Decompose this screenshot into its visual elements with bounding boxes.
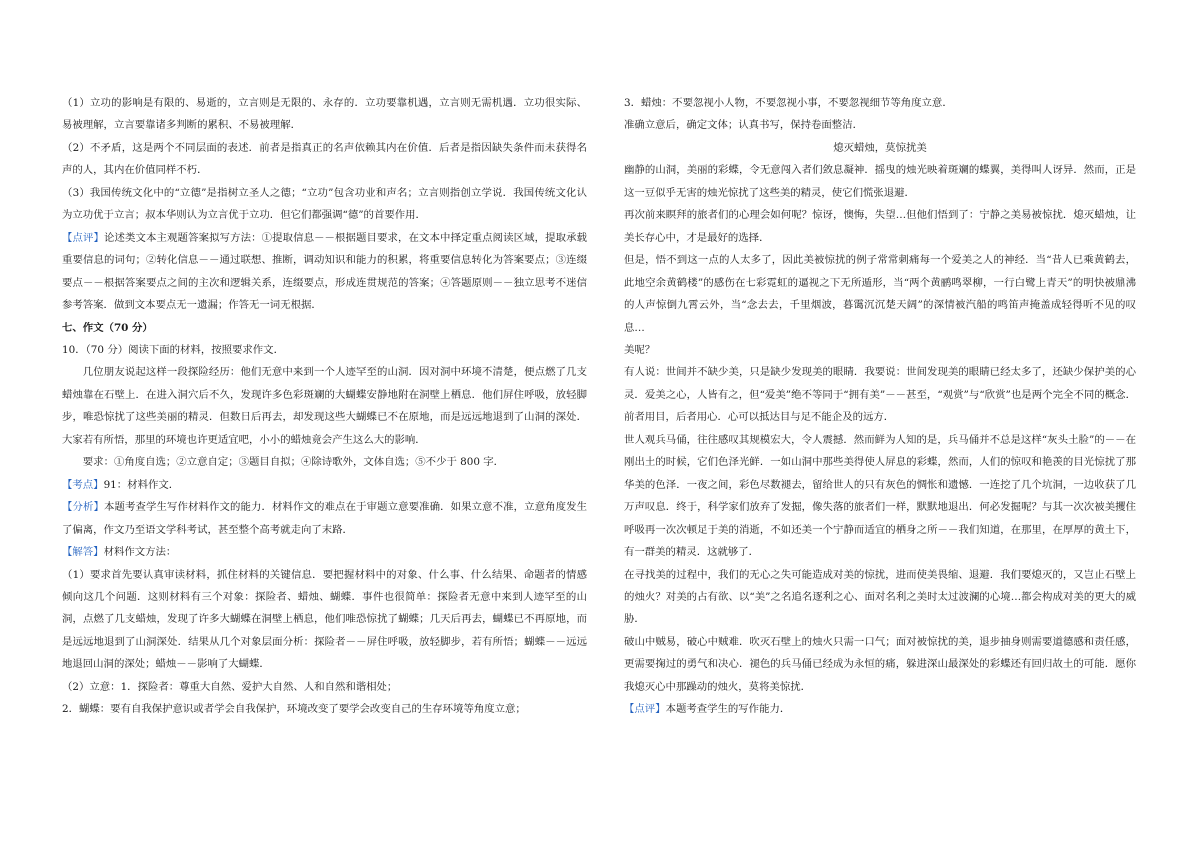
answer-paragraph-3: （3）我国传统文化中的“立德”是指树立圣人之德；“立功”包含功业和声名；立言则指创立学说．我国传统文化认为立功优于立言；叔本华则认为立言优于立功．但它们都强调“德”的首要作用． <box>62 186 587 222</box>
solution-summary: 准确立意后，确定文体；认真书写，保持卷面整洁． <box>624 119 863 132</box>
solution-step-2: （2）立意：1．探险者：尊重大自然、爱护大自然、人和自然和谐相处； <box>62 680 398 693</box>
essay-paragraph-4: 美呢？ <box>624 343 656 356</box>
left-column <box>62 92 587 721</box>
final-comment-text: 本题考查学生的写作能力． <box>665 703 791 716</box>
essay-title: 熄灭蜡烛，莫惊扰美 <box>833 141 927 154</box>
final-comment-paragraph <box>624 698 1136 720</box>
essay-requirements: 要求：①角度自选；②立意自定；③题目自拟；④除诗歌外，文体自选；⑤不少于 800 字． <box>82 456 505 469</box>
section-heading-essay: 七、作文（70 分） <box>62 321 153 334</box>
final-comment-tag: 【点评】 <box>624 703 666 716</box>
kaodian-paragraph <box>62 474 587 496</box>
solution-step-1: （1）要求首先要认真审读材料，抓住材料的关键信息．要把握材料中的对象、什么事、什么结果、命题者的情感倾向这几个问题．这则材料有三个对象：探险者、蜡烛、蝴蝶．事件也很简单：探险者无意中来到人迹罕至的山洞，点燃了几支蜡烛，发现了许多大蝴蝶在洞壁上栖息，他们唯恐惊扰了蝴蝶；几天后再去，蝴蝶已不再原地，而是远远地退到了山洞深处．结果从几个对象层面分析：探险者－－屏住呼吸，放轻脚步，若有所悟；蝴蝶－－远远地退回山洞的深处；蜡烛－－影响了大蝴蝶． <box>62 568 587 671</box>
right-column <box>624 92 1136 721</box>
kaodian-tag: 【考点】 <box>62 478 104 491</box>
essay-paragraph-5: 有人说：世间并不缺少美，只是缺少发现美的眼睛．我要说：世间发现美的眼睛已经太多了，还缺少保护美的心灵．爱美之心，人皆有之，但“爱美”绝不等同于“拥有美”－－甚至，“观赏”与“欣赏”也是两个完全不同的概念．前者用目，后者用心．心可以抵达目与足不能企及的远方． <box>624 366 1136 424</box>
solution-step-2-butterfly: 2．蝴蝶：要有自我保护意识或者学会自我保护，环境改变了要学会改变自己的生存环境等角度立意； <box>62 703 526 716</box>
comment-paragraph <box>62 227 587 317</box>
analysis-tag: 【分析】 <box>62 501 105 514</box>
essay-paragraph-6: 世人观兵马俑，往往感叹其规模宏大，令人震撼．然而鲜为人知的是，兵马俑并不总是这样“灰头土脸”的－－在刚出土的时候，它们色泽光鲜．一如山洞中那些美得使人屏息的彩蝶，然而，人们的惊叹和艳羡的目光惊扰了那华美的色泽．一夜之间，彩色尽数褪去，留给世人的只有灰色的惆怅和遗憾．一连挖了几个坑洞，一边收获了几万声叹息．终于，科学家们放弃了发掘，像失落的旅者们一样，默默地退出．何必发掘呢？与其一次次被美攫住呼吸再一次次顿足于美的消逝，不如还美一个宁静而适宜的栖身之所－－我们知道，在那里，在厚厚的黄土下，有一群美的精灵．这就够了． <box>624 433 1136 559</box>
solution-step-2-candle: 3．蜡烛：不要忽视小人物，不要忽视小事，不要忽视细节等角度立意． <box>624 97 953 109</box>
comment-tag: 【点评】 <box>62 231 105 244</box>
solution-text: 材料作文方法： <box>103 546 177 559</box>
question-10-stem: 10．（70 分）阅读下面的材料，按照要求作文． <box>62 343 284 356</box>
answer-paragraph-2: （2）不矛盾，这是两个不同层面的表述．前者是指真正的名声依赖其内在价值．后者是指因缺失条件而未获得名声的人，其内在价值同样不朽． <box>62 141 587 177</box>
kaodian-text: 91：材料作文． <box>103 478 180 491</box>
essay-paragraph-8: 破山中贼易，破心中贼难．吹灭石壁上的烛火只需一口气；面对被惊扰的美，退步抽身则需要道德感和责任感，更需要掬过的勇气和决心．褪色的兵马俑已经成为永恒的痛，躲进深山最深处的彩蝶还有回归故土的可能．愿你我熄灭心中那躁动的烛火，莫将美惊扰． <box>624 635 1136 693</box>
essay-material: 几位朋友说起这样一段探险经历：他们无意中来到一个人迹罕至的山洞．因对洞中环境不清楚，便点燃了几支蜡烛靠在石壁上．在进入洞穴后不久，发现许多色彩斑斓的大蝴蝶安静地附在洞壁上栖息．他们屏住呼吸，放轻脚步，唯恐惊扰了这些美丽的精灵．但数日后再去，却发现这些大蝴蝶已不在原地，而是远远地退到了山洞的深处．大家若有所悟，那里的环境也许更适宜吧，小小的蜡烛竟会产生这么大的影响． <box>62 366 587 446</box>
solution-paragraph <box>62 541 587 563</box>
essay-paragraph-7: 在寻找美的过程中，我们的无心之失可能造成对美的惊扰，进而使美畏缩、退避．我们要熄灭的，又岂止石壁上的烛火？对美的占有欲、以“美”之名追名逐利之心、面对名利之美时太过波澜的心境…都会构成对美的更大的威胁． <box>624 568 1136 626</box>
essay-paragraph-3: 但是，悟不到这一点的人太多了，因此美被惊扰的例子常常刺痛每一个爱美之人的神经．当“昔人已乘黄鹤去，此地空余黄鹤楼”的感伤在七彩霓虹的逼视之下无所遁形，当“两个黄鹂鸣翠柳，一行白鹭上青天”的明快被鼎沸的人声惊倒九霄云外，当“念去去，千里烟波，暮霭沉沉楚天阔”的深情被汽船的鸣笛声掩盖成轻得听不见的叹息… <box>624 254 1136 334</box>
essay-paragraph-1: 幽静的山洞，美丽的彩蝶，令无意闯入者们敛息凝神．摇曳的烛光映着斑斓的蝶翼，美得叫人讶异．然而，正是这一豆似乎无害的烛光惊扰了这些美的精灵，使它们慌张退避． <box>624 164 1136 199</box>
analysis-text: 本题考查学生写作材料作文的能力．材料作文的难点在于审题立意要准确．如果立意不准，立意角度发生了偏离，作文乃至语文学科考试，甚至整个高考就走向了末路． <box>62 501 588 536</box>
solution-tag: 【解答】 <box>62 546 104 559</box>
analysis-paragraph <box>62 496 587 541</box>
essay-paragraph-2: 再次前来瞑拜的旅者们的心理会如何呢？惊讶，懊悔，失望…但他们悟到了：宁静之美易被惊扰．熄灭蜡烛，让美长存心中，才是最好的选择． <box>624 209 1136 244</box>
comment-text: 论述类文本主观题答案拟写方法：①提取信息－－根据题目要求，在文本中择定重点阅读区域，提取承载重要信息的词句；②转化信息－－通过联想、推断，调动知识和能力的积累，将重要信息转化为答案要点；③连缀要点－－根据答案要点之间的主次和逻辑关系，连缀要点，形成连贯规范的答案；④答题原则－－独立思考不迷信参考答案．做到文本要点无一遗漏；作答无一词无根据． <box>62 231 588 312</box>
answer-paragraph-1: （1）立功的影响是有限的、易逝的，立言则是无限的、永存的．立功要靠机遇，立言则无需机遇．立功很实际、易被理解，立言要靠诸多判断的累积、不易被理解． <box>62 97 587 132</box>
